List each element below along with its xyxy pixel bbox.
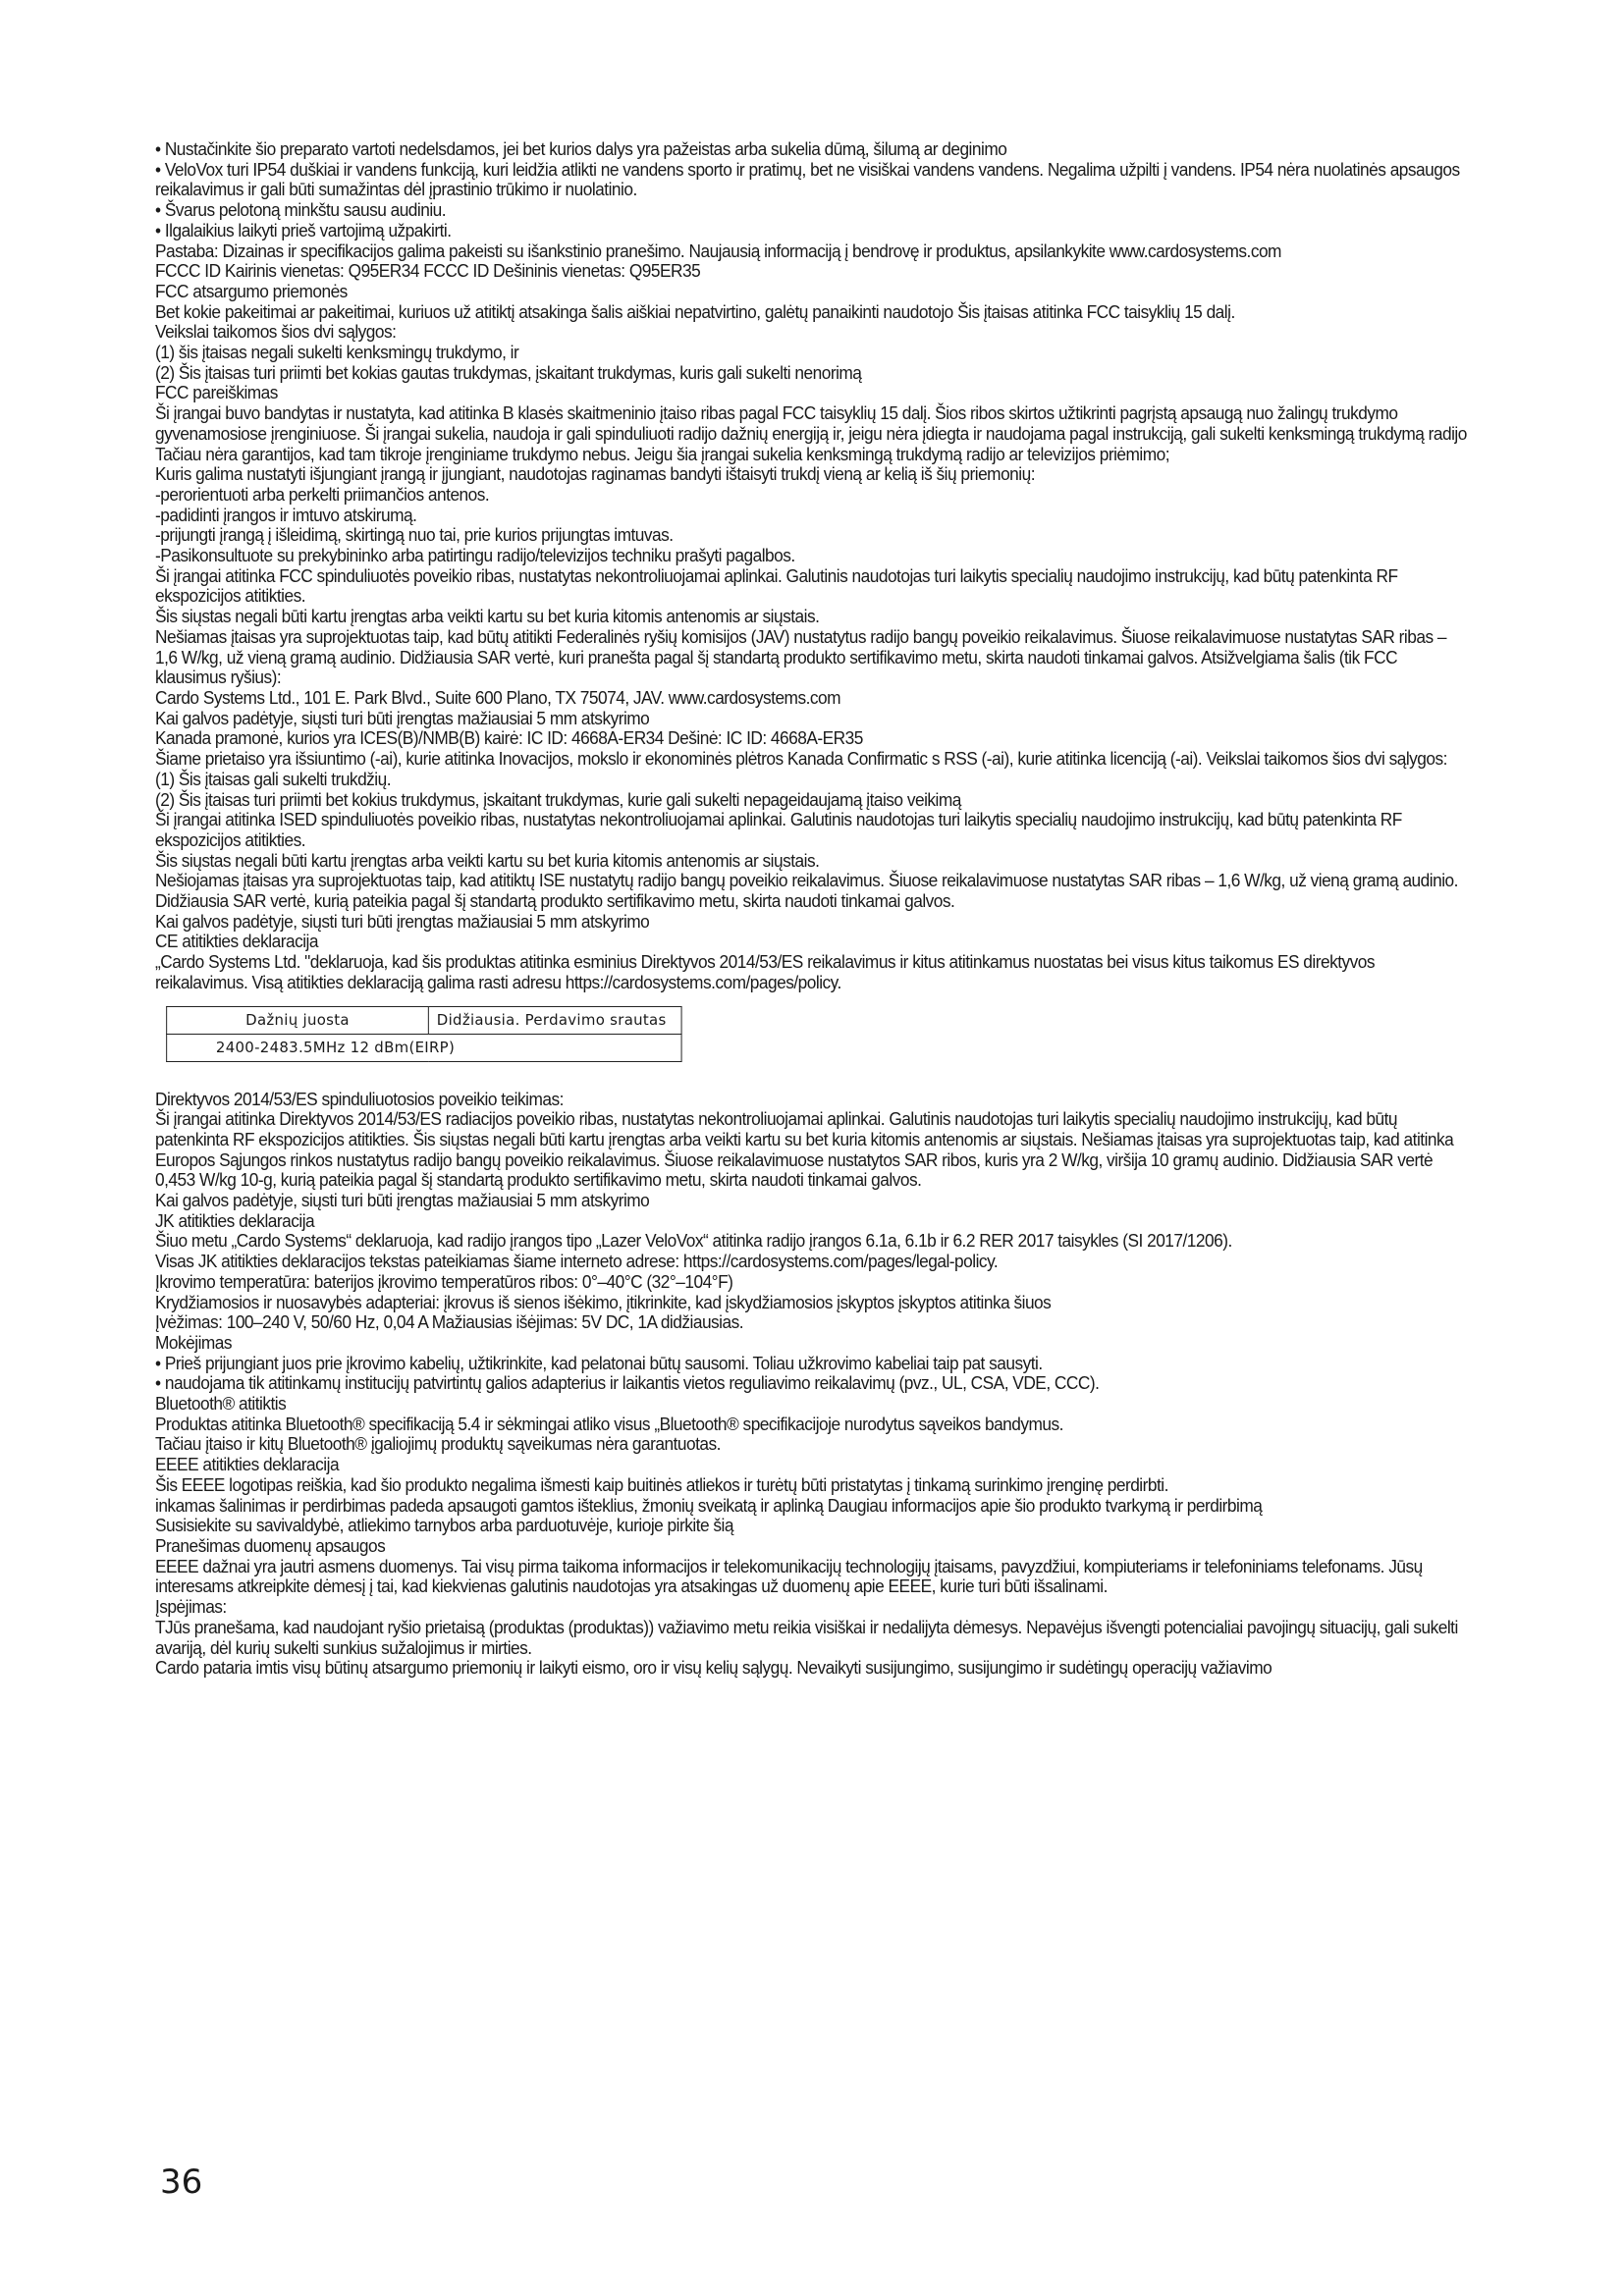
para-note: Pastaba: Dizainas ir specifikacijos galima pakeisti su išankstinio pranešimo. Naujausią informaciją į bendrovę ir produktus, apsilankykite www.cardosystems.com (155, 240, 1281, 261)
para-ip54: • VeloVox turi IP54 duškiai ir vandens funkciją, kuri leidžia atlikti ne vandens sporto ir pratimų, bet ne visiškai vandens vandens. Negalima užpilti į vandens. IP54 nėra nuolatinės apsaugos reikalavimus ir gali būti sumažintas dėl įprastinio trūkimo ir nuolatinio. (155, 158, 1460, 200)
heading-fcc-precautions: FCC atsargumo priemonės (155, 280, 348, 301)
heading-ce: CE atitikties deklaracija (155, 931, 318, 952)
para-ised-sar: Nešiojamas įtaisas yra suprojektuotas taip, kad atitiktų ISE nustatytų radijo bangų poveikio reikalavimus. Šiuose reikalavimuose nustatytas SAR ribas – 1,6 W/kg, už vieną gramą audinio. (155, 870, 1458, 891)
page-number: 36 (160, 2163, 203, 2202)
para-data-protection: EEEE dažnai yra jautri asmens duomenys. Tai visų pirma taikoma informacijos ir telekomunikacijų technologijų įtaisams, pavyzdžiui, kompiuteriams ir telefoniniams telefonams. Jūsų interesams atkreipkite dėmesį į tai, kad kiekvienas galutinis naudotojas yra atsakingas už duomenų apie EEEE, kurie turi būti išsalinami. (155, 1555, 1423, 1597)
para-storage: • Ilgalaikius laikyti prieš vartojimą užpakirti. (155, 219, 452, 240)
para-damage-warning: • Nustačinkite šio preparato vartoti nedelsdamos, jei bet kurios dalys yra pažeistas arba sukelia dūmą, šilumą ar deginimo (155, 138, 1007, 159)
table-header-row (167, 1006, 681, 1034)
para-bluetooth-interop: Tačiau įtaiso ir kitų Bluetooth® įgaliojimų produktų sąveikumas nėra garantuotas. (155, 1433, 721, 1455)
para-measures-intro: Kuris galima nustatyti išjungiant įrangą ir įjungiant, naudotojas raginamas bandyti ištaisyti trukdį vieną ar kelią iš šių priemonių: (155, 463, 1036, 485)
para-condition-2: (2) Šis įtaisas turi priimti bet kokias gautas trukdymas, įskaitant trukdymas, kuris gali sukelti nenorimą (155, 361, 862, 383)
para-ce-declaration: „Cardo Systems Ltd. "deklaruoja, kad šis produktas atitinka esminius Direktyvos 2014/53/ES reikalavimus ir kitus atitinkamus nuostatas bei visus kitus taikomus ES direktyvos reikalavimus. Visą atitikties deklaraciją galima rasti adresu https://cardosystems.com/pages/policy. (155, 951, 1376, 992)
heading-eeee: EEEE atitikties deklaracija (155, 1454, 340, 1475)
para-colocation: Šis siųstas negali būti kartu įrengtas arba veikti kartu su bet kuria kitomis antenomis ar siųstais. (155, 606, 820, 627)
table-row (167, 1034, 681, 1061)
para-measure-1: -perorientuoti arba perkelti priimančios antenos. (155, 483, 490, 505)
para-measure-4: -Pasikonsultuote su prekybininko arba patirtingu radijo/televizijos techniku prašyti pagalbos. (155, 545, 795, 566)
heading-charging: Mokėjimas (155, 1331, 233, 1353)
heading-data-protection: Pranešimas duomenų apsaugos (155, 1535, 386, 1556)
frequency-table (166, 1006, 681, 1062)
para-bluetooth-spec: Produktas atitinka Bluetooth® specifikaciją 5.4 ir sėkmingai atliko visus „Bluetooth® specifikacijoje nurodytus sąveikos bandymus. (155, 1413, 1063, 1434)
para-cardo-advice: Cardo pataria imtis visų būtinų atsargumo priemonių ir laikyti eismo, oro ir visų kelių sąlygų. Nevaikyti susijungimo, susijungimo ir sudėtingų operacijų važiavimo (155, 1657, 1272, 1679)
para-condition-1: (1) šis įtaisas negali sukelti kenksmingų trukdymo, ir (155, 342, 519, 363)
para-fcc-rf: Ši įrangai atitinka FCC spinduliuotės poveikio ribas, nustatytas nekontroliuojamai aplinkai. Galutinis naudotojas turi laikytis specialių naudojimo instrukcijų, kad būtų patenkinta RF ekspozicijos atitikties. (155, 564, 1398, 607)
para-measure-2: -padidinti įrangos ir imtuvo atskirumą. (155, 504, 417, 525)
para-ised-rf: Ši įrangai atitinka ISED spinduliuotės poveikio ribas, nustatytas nekontroliuojamai aplinkai. Galutinis naudotojas turi laikytis specialių naudojimo instrukcijų, kad būtų patenkinta RF ekspozicijos atitikties. (155, 809, 1402, 850)
para-charging-dry: • Prieš prijungiant juos prie įkrovimo kabelių, užtikrinkite, kad pelatonai būtų sausomi. Toliau užkrovimo kabeliai taip pat sausyti. (155, 1352, 1043, 1373)
para-uk-declaration: Šiuo metu „Cardo Systems“ deklaruoja, kad radijo įrangos tipo „Lazer VeloVox“ atitinka radijo įrangos 6.1a, 6.1b ir 6.2 RER 2017 taisykles (SI 2017/1206). (155, 1230, 1232, 1252)
para-eeee-disposal: inkamas šalinimas ir perdirbimas padeda apsaugoti gamtos išteklius, žmonių sveikatą ir aplinką Daugiau informacijos apie šio produkto tvarkymą ir perdirbimą (155, 1494, 1263, 1516)
para-eeee-contact: Susisiekite su savivaldybė, atliekimo tarnybos arba parduotuvėje, kurioje pirkite šią (155, 1515, 733, 1536)
para-ised-max-sar: Didžiausia SAR vertė, kurią pateikia pagal šį standartą produkto sertifikavimo metu, skirta naudoti tinkamai galvos. (155, 890, 955, 912)
para-measure-3: -prijungti įrangą į išleidimą, skirtingą nuo tai, prie kurios prijungtas imtuvas. (155, 524, 674, 546)
para-fcc-changes: Bet kokie pakeitimai ar pakeitimai, kuriuos už atitiktį atsakinga šalis aiškiai nepatvirtino, galėtų panaikinti naudotojo Šis įtaisas atitinka FCC taisyklių 15 dalį. (155, 300, 1235, 322)
para-cleaning: • Švarus pelotoną minkštu sausu audiniu. (155, 199, 447, 221)
para-address: Cardo Systems Ltd., 101 E. Park Blvd., Suite 600 Plano, TX 75074, JAV. www.cardosystems.com (155, 686, 841, 708)
para-eu-separation: Kai galvos padėtyje, siųsti turi būti įrengtas mažiausiai 5 mm atskyrimo (155, 1190, 650, 1211)
table-cell-band-power: 2400-2483.5MHz 12 dBm(EIRP) (167, 1034, 681, 1061)
para-adapters: Krydžiamosios ir nuosavybės adapteriai: įkrovus iš sienos išėkimo, įtikrinkite, kad įskydžiamosios įskyptos įskyptos atitinka šiuos (155, 1291, 1052, 1312)
heading-fcc-statement: FCC pareiškimas (155, 382, 278, 403)
para-conditions-intro: Veikslai taikomos šios dvi sąlygos: (155, 321, 397, 343)
para-warning: TJūs pranešama, kad naudojant ryšio prietaisą (produktas (produktas)) važiavimo metu reikia visiškai ir nedalijyta dėmesys. Nepavėjus išvengti potencialiai pavojingų situacijų, gali sukelti avariją, dėl kurių sukelti sunkius sužalojimus ir mirties. (155, 1616, 1458, 1658)
heading-warning: Įspėjimas: (155, 1596, 227, 1618)
para-charging-temp: Įkrovimo temperatūra: baterijos įkrovimo temperatūros ribos: 0°–40°C (32°–104°F) (155, 1270, 733, 1292)
para-sar-fcc: Nešiamas įtaisas yra suprojektuotas taip, kad būtų atitikti Federalinės ryšių komisijos (JAV) nustatytus radijo bangų poveikio reikalavimus. Šiuose reikalavimuose nustatytas SAR ribas – 1,6 W/kg, už vieną gramą audinio. Didžiausia SAR vertė, kuri pranešta pagal šį standartą produkto sertifikavimo metu, skirta naudoti tinkamai galvos. Atsižvelgiama šalis (tik FCC klausimus ryšius): (155, 625, 1447, 688)
para-canada-id: Kanada pramonė, kurios yra ICES(B)/NMB(B) kairė: IC ID: 4668A-ER34 Dešinė: IC ID: 4668A-ER35 (155, 727, 863, 749)
page-content (155, 139, 1470, 1679)
heading-uk: JK atitikties deklaracija (155, 1209, 315, 1231)
heading-bluetooth: Bluetooth® atitiktis (155, 1393, 287, 1415)
para-fcc-id: FCCC ID Kairinis vienetas: Q95ER34 FCCC ID Dešininis vienetas: Q95ER35 (155, 260, 701, 282)
para-uk-full-text: Visas JK atitikties deklaracijos tekstas pateikiamas šiame interneto adrese: https://cardosystems.com/pages/legal-policy. (155, 1251, 999, 1272)
para-ised-condition-2: (2) Šis įtaisas turi priimti bet kokius trukdymus, įskaitant trukdymas, kurie gali sukelti nepageidaujamą įtaiso veikimą (155, 788, 961, 810)
para-separation: Kai galvos padėtyje, siųsti turi būti įrengtas mažiausiai 5 mm atskyrimo (155, 707, 650, 728)
para-ised-colocation: Šis siųstas negali būti kartu įrengtas arba veikti kartu su bet kuria kitomis antenomis ar siųstais. (155, 849, 820, 871)
para-ised-intro: Šiame prietaiso yra išsiuntimo (-ai), kurie atitinka Inovacijos, mokslo ir ekonominės plėtros Kanada Confirmatic s RSS (-ai), kurie atitinka licenciją (-ai). Veikslai taikomos šios dvi sąlygos: (155, 748, 1447, 770)
para-charging-adapters: • naudojama tik atitinkamų institucijų patvirtintų galios adapterius ir laikantis vietos reguliavimo reikalavimų (pvz., UL, CSA, VDE, CCC). (155, 1372, 1100, 1394)
para-eeee-logo: Šis EEEE logotipas reiškia, kad šio produkto negalima išmesti kaip buitinės atliekos ir turėtų būti pristatytas į tinkamą surinkimo įrenginę perdirbti. (155, 1473, 1168, 1495)
table-header-band: Dažnių juosta (167, 1006, 429, 1034)
para-ised-condition-1: (1) Šis įtaisas gali sukelti trukdžių. (155, 768, 392, 789)
table-header-power: Didžiausia. Perdavimo srautas (428, 1006, 681, 1034)
para-input: Įvėžimas: 100–240 V, 50/60 Hz, 0,04 A Mažiausias išėjimas: 5V DC, 1A didžiausias. (155, 1311, 744, 1333)
para-fcc-statement: Ši įrangai buvo bandytas ir nustatyta, kad atitinka B klasės skaitmeninio įtaiso ribas pagal FCC taisyklių 15 dalį. Šios ribos skirtos užtikrinti pagrįstą apsaugą nuo žalingų trukdymo gyvenamosiose įrenginiuose. Ši įrangai sukelia, naudoja ir gali spinduliuoti radijo dažnių energiją ir, jeigu nėra įdiegta ir naudojama pagal instrukciją, gali sukelti kenksmingą trukdymą radijo Tačiau nėra garantijos, kad tam tikroje įrenginiame trukdymo nebus. Jeigu šia įrangai sukelia kenksmingą trukdymą radijo ar televizijos priėmimo; (155, 402, 1467, 464)
para-rf-exposure: Ši įrangai atitinka Direktyvos 2014/53/ES radiacijos poveikio ribas, nustatytas nekontroliuojamai aplinkai. Galutinis naudotojas turi laikytis specialių naudojimo instrukcijų, kad būtų patenkinta RF ekspozicijos atitikties. Šis siųstas negali būti kartu įrengtas arba veikti kartu su bet kuria kitomis antenomis ar siųstais. Nešiamas įtaisas yra suprojektuotas taip, kad atitinka Europos Sąjungos rinkos nustatytus radijo bangų poveikio reikalavimus. Šiuose reikalavimuose nustatytos SAR ribos, kuris yra 2 W/kg, viršija 10 gramų audinio. Didžiausia SAR vertė 0,453 W/kg 10-g, kurią pateikia pagal šį standartą produkto sertifikavimo metu, skirta naudoti tinkamai galvos. (155, 1108, 1454, 1191)
heading-rf-exposure: Direktyvos 2014/53/ES spinduliuotosios poveikio teikimas: (155, 1088, 564, 1109)
para-ised-separation: Kai galvos padėtyje, siųsti turi būti įrengtas mažiausiai 5 mm atskyrimo (155, 910, 650, 932)
